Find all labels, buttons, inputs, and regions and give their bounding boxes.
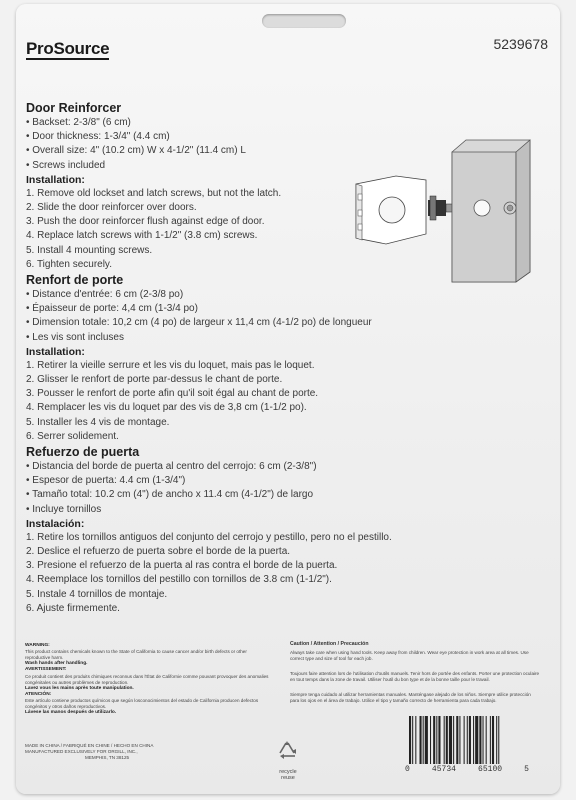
recycle-label: recycle xyxy=(279,769,297,775)
install-step: 2. Slide the door reinforcer over doors. xyxy=(26,202,197,214)
avertissement-bold: Lavez vous les mains après toute manipulation. xyxy=(25,685,134,691)
barcode-bar xyxy=(492,716,494,764)
atencion-bold: Lávese las manos después de utilizarlo. xyxy=(25,710,117,716)
barcode-bar xyxy=(415,716,416,764)
install-step: 1. Remove old lockset and latch screws, but not the latch. xyxy=(26,187,282,199)
installation-title: Instalación: xyxy=(26,517,85,530)
barcode-bar xyxy=(498,716,499,764)
upc-barcode xyxy=(405,716,525,766)
atencion-text: Este artículo contiene productos químicos que según losconocimientos del estado de California producen defectos congénitos y otros daños reproductivos. xyxy=(25,698,259,710)
barcode-bar xyxy=(496,716,497,764)
install-step: 3. Push the door reinforcer flush against edge of door. xyxy=(26,216,265,228)
spec-line: • Overall size: 4" (10.2 cm) W x 4-1/2" (11.4 cm) L xyxy=(26,145,246,157)
spec-line: • Door thickness: 1-3/4" (4.4 cm) xyxy=(26,131,170,143)
caution-block xyxy=(290,641,540,704)
spec-line: • Distancia del borde de puerta al centro del cerrojo: 6 cm (2-3/8") xyxy=(26,461,317,473)
warning-bold: Wash hands after handling. xyxy=(25,661,88,667)
barcode-bar xyxy=(446,716,448,764)
barcode-bar xyxy=(456,716,458,764)
spec-line: • Dimension totale: 10,2 cm (4 po) de largeur x 11,4 cm (4-1/2 po) de longueur xyxy=(26,317,372,329)
warning-text: This product contains chemicals known to the State of California to cause cancer and/or birth defects or other reproductive harm. xyxy=(25,649,247,661)
barcode-bar xyxy=(467,716,468,764)
sku-number: 5239678 xyxy=(493,36,548,52)
barcode-bar xyxy=(412,716,413,764)
install-step: 4. Reemplace los tornillos del pestillo con tornillos de 3.8 cm (1-1/2"). xyxy=(26,574,332,586)
atencion-title: ATENCIÓN: xyxy=(25,691,52,697)
install-step: 5. Instale 4 tornillos de montaje. xyxy=(26,588,168,600)
barcode-bar xyxy=(490,716,491,764)
installation-title: Installation: xyxy=(26,173,85,186)
spec-line: • Incluye tornillos xyxy=(26,503,102,515)
install-step: 1. Retirer la vieille serrure et les vis du loquet, mais pas le loquet. xyxy=(26,359,315,371)
hang-hole xyxy=(262,14,346,28)
section-title-spanish: Refuerzo de puerta xyxy=(26,445,140,460)
install-step: 4. Remplacer les vis du loquet par des vis de 3,8 cm (1-1/2 po). xyxy=(26,402,307,414)
barcode-bar xyxy=(438,716,440,764)
barcode-digit-group: 45734 xyxy=(431,765,456,774)
recycle-icon xyxy=(275,740,301,764)
barcode-bar xyxy=(486,716,487,764)
made-in-line: MANUFACTURED EXCLUSIVELY FOR ORGILL, INC., xyxy=(25,749,138,754)
manufacturer-info xyxy=(25,743,195,761)
made-in-line: MEMPHIS, TN 38125 xyxy=(85,755,130,760)
barcode-bar xyxy=(423,716,424,764)
barcode-bar xyxy=(449,716,452,764)
brand-logo: ProSource xyxy=(26,39,110,58)
barcode-digit-group: 65100 xyxy=(478,765,503,774)
spec-line: • Épaisseur de porte: 4,4 cm (1-3/4 po) xyxy=(26,303,198,315)
install-step: 3. Presione el refuerzo de la puerta al ras contra el borde de la puerta. xyxy=(26,560,338,572)
caution-spanish: Siempre tenga cuidado al utilizar herramientas manuales. Manténgase alejado de los niños. Siempre utilice protección para los ojos en el área de trabajo. Utilice el tipo y tamaño correcto de herramienta para cada trabajo. xyxy=(290,692,531,703)
spec-line: • Screws included xyxy=(26,159,106,171)
install-step: 2. Glisser le renfort de porte par-dessus le chant de porte. xyxy=(26,374,283,386)
install-step: 3. Pousser le renfort de porte afin qu'il soit égal au chant de porte. xyxy=(26,388,319,400)
section-title-english: Door Reinforcer xyxy=(26,101,122,115)
made-in-line: MADE IN CHINA / FABRIQUÉ EN CHINE / HECHO EN CHINA xyxy=(25,743,154,748)
install-step: 6. Ajuste firmemente. xyxy=(26,602,120,614)
barcode-bar xyxy=(464,716,465,764)
avertissement-title: AVERTISSEMENT: xyxy=(25,667,67,673)
barcode-digits xyxy=(405,765,529,774)
caution-title: Caution / Attention / Precaución xyxy=(290,641,369,647)
barcode-bar xyxy=(433,716,435,764)
install-step: 1. Retire los tornillos antiguos del conjunto del cerrojo y pestillo, pero no el pestillo. xyxy=(26,531,392,543)
reuse-label: reuse xyxy=(281,775,295,781)
avertissement-text: Ce produit contient des produits chimiques reconnus dans l'État de Californie comme pouvant provoquer des anomalies congénitales ou autres problèmes de reproduction. xyxy=(25,673,269,685)
door-illustration xyxy=(452,140,530,282)
install-step: 5. Installer les 4 vis de montage. xyxy=(26,416,170,428)
barcode-digit-group: 0 xyxy=(405,765,410,774)
barcode-bar xyxy=(475,716,478,764)
door-reinforcer-diagram xyxy=(334,136,534,286)
barcode-bar xyxy=(425,716,428,764)
spec-line: • Backset: 2-3/8" (6 cm) xyxy=(26,117,131,128)
install-step: 6. Tighten securely. xyxy=(26,258,112,270)
caution-french: Toujours faire attention lors de l'utilisation d'outils manuels. Tenir hors de portée des enfants. Porter une protection oculaire en tout temps dans la zone de travail. Utiliser l'outil du bon type et de la bonne taille pour le travail. xyxy=(290,671,540,682)
reinforcer-plate-illustration xyxy=(356,176,426,244)
barcode-bar xyxy=(473,716,474,764)
barcode-bar xyxy=(479,716,481,764)
recycle-badge xyxy=(266,740,310,781)
barcode-bar xyxy=(483,716,484,764)
caution-english: Always take care when using hand tools. Keep away from children. Wear eye protection in work area at all times. Use correct type and size of tool for each job. xyxy=(290,650,529,661)
chemical-warning-block xyxy=(25,643,270,716)
barcode-bar xyxy=(420,716,422,764)
barcode-bar xyxy=(469,716,471,764)
barcode-bar xyxy=(444,716,445,764)
spec-line: • Espesor de puerta: 4.4 cm (1-3/4") xyxy=(26,475,186,487)
install-step: 6. Serrer solidement. xyxy=(26,430,119,442)
warning-title: WARNING: xyxy=(25,643,50,648)
barcode-bar xyxy=(453,716,454,764)
install-step: 5. Install 4 mounting screws. xyxy=(26,244,153,256)
spec-line: • Distance d'entrée: 6 cm (2-3/8 po) xyxy=(26,289,184,301)
installation-title: Installation: xyxy=(26,345,85,358)
spec-line: • Tamaño total: 10.2 cm (4") de ancho x 11.4 cm (4-1/2") de largo xyxy=(26,489,314,501)
section-title-french: Renfort de porte xyxy=(26,273,124,288)
install-step: 2. Deslice el refuerzo de puerta sobre el borde de la puerta. xyxy=(26,546,291,558)
install-step: 4. Replace latch screws with 1-1/2" (3.8 cm) screws. xyxy=(26,230,258,242)
spec-line: • Les vis sont incluses xyxy=(26,331,124,343)
barcode-bar xyxy=(459,716,460,764)
barcode-digit-group: 5 xyxy=(524,765,529,774)
barcode-bar xyxy=(430,716,431,764)
barcode-bar xyxy=(409,716,411,764)
barcode-bar xyxy=(436,716,437,764)
